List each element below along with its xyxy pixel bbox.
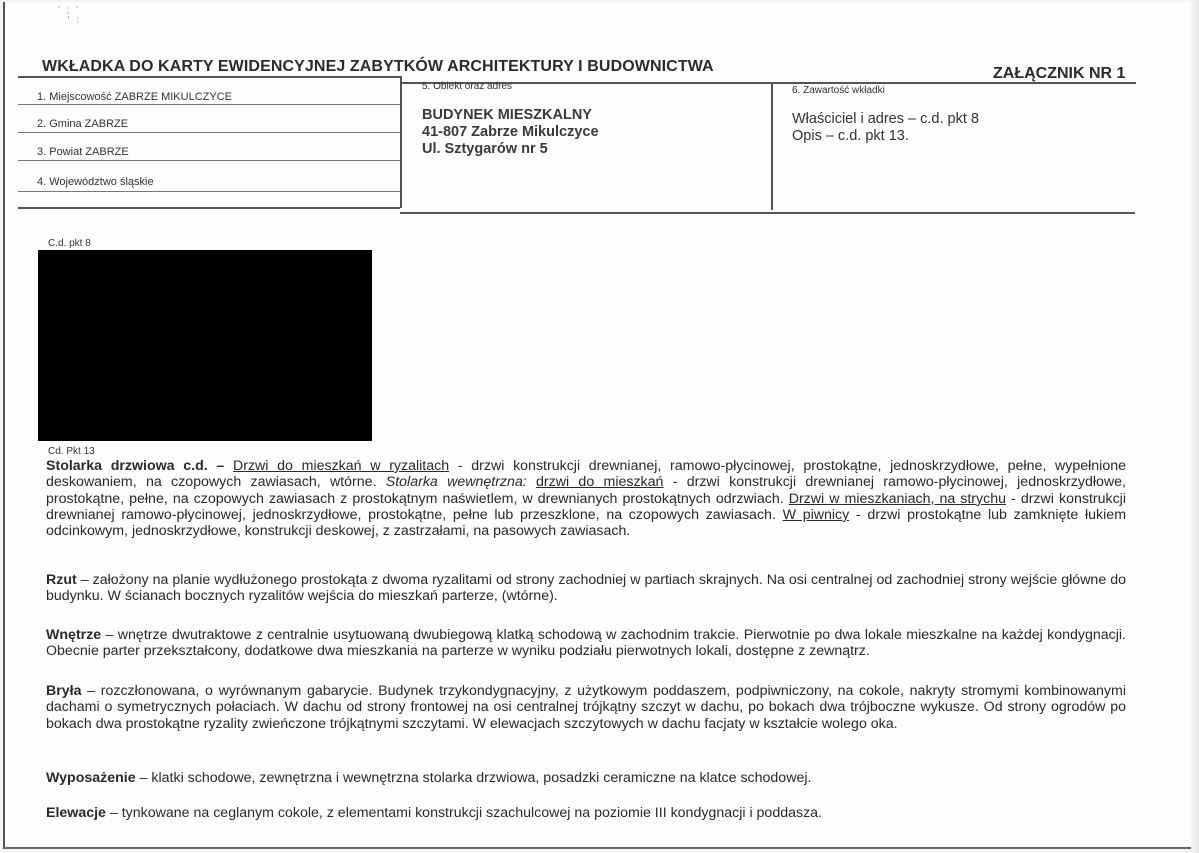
header-rule-left bbox=[18, 76, 400, 78]
stolarka-internal-label: Stolarka wewnętrzna: bbox=[385, 474, 527, 491]
stolarka-text-3: - drzwi konstrukcji drewnianej ramowo-płycinowej, jednoskrzydłowe, prostokątne, pełne lub przeszklone, na czopowych zawiasach. bbox=[46, 490, 1126, 523]
object-address-block bbox=[422, 107, 599, 158]
stolarka-text-2: - drzwi konstrukcji drewnianej ramowo-płycinowej, jednoskrzydłowe, prostokątne, pełne, na czopowych zawiasach z prostokątnym naświetlem, w drewnianych prostokątnych odrzwiach. bbox=[46, 474, 1126, 507]
stolarka-link-piwnica: W piwnicy bbox=[782, 506, 850, 523]
redacted-block bbox=[38, 250, 372, 441]
rzut-text: – założony na planie wydłużonego prostokąta z dwoma ryzalitami od strony zachodniej w partiach skrajnych. Na osi centralnej od zachodniej strony wejście główne do budynku. W ścianach bocznych ryzalitów wejścia do mieszkań parterze, (wtórne). bbox=[46, 572, 1126, 605]
stolarka-link-strych: Drzwi w mieszkaniach, na strychu bbox=[788, 490, 1006, 507]
contents-line2: Opis – c.d. pkt 13. bbox=[792, 128, 909, 144]
scan-specks: ' ; ' ' : bbox=[58, 5, 82, 26]
row-rule-2 bbox=[18, 132, 400, 133]
col-divider-1 bbox=[400, 76, 402, 208]
contents-block bbox=[792, 111, 979, 145]
wyposazenie-text: – klatki schodowe, zewnętrzna i wewnętrzna stolarka drzwiowa, posadzki ceramiczne na klatce schodowej. bbox=[135, 770, 812, 786]
paragraph-wnetrze bbox=[46, 627, 1126, 660]
paragraph-wyposazenie bbox=[46, 770, 1126, 786]
paragraph-elewacje bbox=[46, 805, 1126, 821]
object-name: BUDYNEK MIESZKALNY bbox=[422, 107, 592, 123]
paragraph-bryla bbox=[46, 683, 1126, 732]
field-voivodeship: 4. Województwo śląskie bbox=[37, 176, 154, 188]
row-rule-4 bbox=[18, 191, 400, 192]
field-locality: 1. Miejscowość ZABRZE MIKULCZYCE bbox=[37, 91, 232, 103]
bryla-text: – rozczłonowana, o wyrównanym gabarycie. Budynek trzykondygnacyjny, z użytkowym poddaszem, podpiwniczony, na cokole, nakryty stromymi kombinowanymi dachami o symetrycznych połaciach. W dachu od strony frontowej na osi centralnej trójkątny szczyt w dachu, po bokach dwa trójboczne wykusze. Od strony ogrodów po bokach dwa prostokątne ryzality zwieńczone trójkątnymi szczytami. W elewacjach szczytowych w dachu facjaty w kształcie wolego oka. bbox=[46, 683, 1126, 732]
contents-line1: Właściciel i adres – c.d. pkt 8 bbox=[792, 111, 979, 127]
stolarka-text-4: - drzwi prostokątne lub zamknięte łukiem odcinkowym, jednoskrzydłowe, konstrukcji deskowej, z zastrzałami, na pasowych zawiasach. bbox=[46, 506, 1127, 540]
paragraph-stolarka bbox=[46, 458, 1126, 539]
row-rule-1 bbox=[18, 104, 400, 105]
table-bottom-rule-right bbox=[400, 212, 1135, 214]
annex-number: ZAŁĄCZNIK NR 1 bbox=[993, 65, 1126, 82]
wnetrze-heading: Wnętrze bbox=[46, 627, 102, 643]
stolarka-text-1: - drzwi konstrukcji drewnianej, ramowo-płycinowej, prostokątne, jednoskrzydłowe, pełne, wypełnione deskowaniem, na czopowych zawiasach, wtórne. bbox=[46, 458, 1126, 491]
paragraph-rzut bbox=[46, 572, 1126, 605]
field-county: 3. Powiat ZABRZE bbox=[37, 146, 129, 158]
scan-edge bbox=[1191, 0, 1199, 853]
stolarka-link-ryzality: Drzwi do mieszkań w ryzalitach bbox=[232, 458, 450, 474]
object-address-line2: Ul. Sztygarów nr 5 bbox=[422, 141, 548, 157]
document-title: WKŁADKA DO KARTY EWIDENCYJNEJ ZABYTKÓW ARCHITEKTURY I BUDOWNICTWA bbox=[42, 58, 714, 75]
bryla-heading: Bryła bbox=[46, 683, 82, 699]
elewacje-heading: Elewacje bbox=[46, 805, 106, 821]
field-municipality: 2. Gmina ZABRZE bbox=[37, 118, 129, 130]
rzut-heading: Rzut bbox=[46, 572, 77, 588]
section8-label: C.d. pkt 8 bbox=[48, 238, 91, 249]
stolarka-link-mieszkania: drzwi do mieszkań bbox=[536, 474, 664, 491]
section13-label: Cd. Pkt 13 bbox=[48, 446, 95, 457]
object-address-line1: 41-807 Zabrze Mikulczyce bbox=[422, 124, 599, 140]
col-divider-2 bbox=[771, 82, 773, 210]
object-label: 5. Obiekt oraz adres bbox=[422, 81, 513, 92]
table-bottom-rule bbox=[18, 207, 400, 209]
contents-label: 6. Zawartość wkładki bbox=[792, 85, 885, 96]
wnetrze-text: – wnętrze dwutraktowe z centralnie usytuowaną dwubiegową klatką schodową w zachodnim trakcie. Pierwotnie po dwa lokale mieszkalne na każdej kondygnacji. Obecnie parter przekształcony, dodatkowe dwa mieszkania na parterze w wyniku podziału pierwotnych lokali, dostępne z zewnątrz. bbox=[46, 627, 1126, 660]
row-rule-3 bbox=[18, 160, 400, 161]
elewacje-text: – tynkowane na ceglanym cokole, z elementami konstrukcji szachulcowej na poziomie III kondygnacji i poddasza. bbox=[105, 805, 823, 821]
wyposazenie-heading: Wyposażenie bbox=[46, 770, 136, 786]
stolarka-heading: Stolarka drzwiowa c.d. – bbox=[46, 458, 225, 474]
